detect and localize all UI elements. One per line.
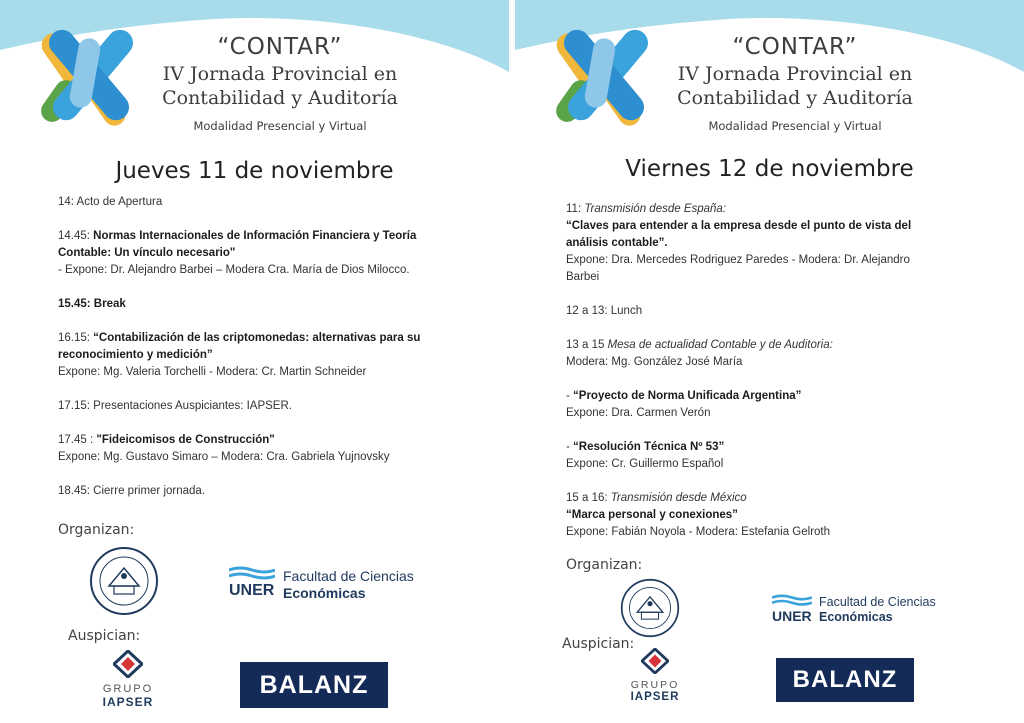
iapser-diamond-icon xyxy=(113,650,143,678)
uner-logo xyxy=(772,594,947,628)
agenda-item xyxy=(58,398,468,415)
agenda-item xyxy=(566,490,996,541)
sponsors-label: Auspician: xyxy=(562,636,635,652)
agenda-dash: - xyxy=(566,390,574,402)
agenda-item xyxy=(58,296,468,313)
agenda-title: Contable: Un vínculo necesario" xyxy=(58,247,236,259)
agenda-speakers: - Expone: Dr. Alejandro Barbei – Modera Cra. María de Dios Milocco. xyxy=(58,264,410,276)
faculty-name xyxy=(283,568,414,602)
agenda-speakers: Expone: Cr. Guillermo Español xyxy=(566,458,724,470)
event-title-line-2: Contabilidad y Auditoría xyxy=(162,87,398,109)
agenda-speakers: Barbei xyxy=(566,271,600,283)
agenda-text: 14: Acto de Apertura xyxy=(58,196,163,208)
agenda-speakers: Expone: Fabián Noyola - Modera: Estefania Gelroth xyxy=(566,526,831,538)
agenda-time: 11: xyxy=(566,203,585,215)
agenda-title: “Contabilización de las criptomonedas: alternativas para su xyxy=(89,332,421,344)
agenda-time: 14.45: xyxy=(58,230,90,242)
iapser-logo xyxy=(624,648,686,703)
faculty-line-2: Económicas xyxy=(819,610,893,624)
agenda-item xyxy=(566,337,996,371)
iapser-group-text: GRUPO xyxy=(102,683,154,695)
agenda xyxy=(566,201,996,558)
agenda-text: 17.15: Presentaciones Auspiciantes: IAPSER. xyxy=(58,400,292,412)
agenda-title: Normas Internacionales de Información Financiera y Teoría xyxy=(89,230,417,242)
agenda xyxy=(58,194,468,517)
agenda-item xyxy=(566,439,996,473)
agenda-speakers: Expone: Dra. Mercedes Rodriguez Paredes - Modera: Dr. Alejandro xyxy=(566,254,910,266)
agenda-item xyxy=(566,201,996,286)
iapser-logo xyxy=(96,650,160,709)
flyer-day-2 xyxy=(515,0,1024,723)
agenda-item xyxy=(58,483,468,500)
agenda-time: 17.45 : xyxy=(58,434,97,446)
day-heading: Viernes 12 de noviembre xyxy=(625,156,914,182)
agenda-subtitle: Transmisión desde México xyxy=(610,492,747,504)
faculty-name xyxy=(819,595,936,625)
agenda-subtitle: Mesa de actualidad Contable y de Auditoria: xyxy=(607,339,833,351)
uner-text: UNER xyxy=(229,582,275,599)
faculty-line-2: Económicas xyxy=(283,585,366,601)
uner-text: UNER xyxy=(772,608,812,624)
agenda-item xyxy=(58,228,468,279)
iapser-diamond-icon xyxy=(641,648,669,674)
uner-waves-icon xyxy=(229,566,275,582)
agenda-dash: - xyxy=(566,441,574,453)
agenda-text: 18.45: Cierre primer jornada. xyxy=(58,485,206,497)
iapser-group-text: GRUPO xyxy=(630,679,680,691)
event-title-block xyxy=(150,32,410,133)
balanz-logo: BALANZ xyxy=(240,662,388,708)
agenda-title: “Claves para entender a la empresa desde el punto de vista del xyxy=(566,220,912,232)
agenda-subtitle: Transmisión desde España: xyxy=(584,203,727,215)
iapser-name: IAPSER xyxy=(630,691,680,703)
organizers-label: Organizan: xyxy=(566,557,643,573)
agenda-title: análisis contable”. xyxy=(566,237,668,249)
day-heading: Jueves 11 de noviembre xyxy=(115,158,394,184)
agenda-item xyxy=(58,432,468,466)
sponsors-label: Auspician: xyxy=(68,628,141,644)
agenda-text: 15.45: Break xyxy=(58,298,126,310)
faculty-line-1: Facultad de Ciencias xyxy=(283,568,414,584)
agenda-text: 12 a 13: Lunch xyxy=(566,305,643,317)
agenda-speakers: Expone: Dra. Carmen Verón xyxy=(566,407,711,419)
event-name: “CONTAR” xyxy=(732,34,858,60)
event-title-line-1: IV Jornada Provincial en xyxy=(162,63,398,85)
agenda-item xyxy=(58,194,468,211)
event-title-line-2: Contabilidad y Auditoría xyxy=(677,87,913,109)
agenda-item xyxy=(566,388,996,422)
event-title-line-1: IV Jornada Provincial en xyxy=(677,63,913,85)
agenda-time: 13 a 15 xyxy=(566,339,608,351)
uner-waves-icon xyxy=(772,594,812,608)
agenda-speakers: Expone: Mg. Valeria Torchelli - Modera: Cr. Martin Schneider xyxy=(58,366,367,378)
agenda-title: “Proyecto de Norma Unificada Argentina” xyxy=(573,390,802,402)
contar-x-logo xyxy=(34,20,144,130)
agenda-title: “Resolución Técnica Nº 53” xyxy=(573,441,725,453)
agenda-title: “Marca personal y conexiones” xyxy=(566,509,738,521)
agenda-title: reconocimiento y medición” xyxy=(58,349,213,361)
university-seal-icon xyxy=(620,578,680,638)
event-modality: Modalidad Presencial y Virtual xyxy=(193,119,367,133)
university-seal-icon xyxy=(89,546,159,616)
flyer-day-1 xyxy=(0,0,509,723)
agenda-item xyxy=(58,330,468,381)
event-title-block xyxy=(665,32,925,133)
iapser-name: IAPSER xyxy=(102,695,154,709)
agenda-time: 15 a 16: xyxy=(566,492,611,504)
agenda-title: "Fideicomisos de Construcción" xyxy=(96,434,275,446)
event-name: “CONTAR” xyxy=(217,34,343,60)
agenda-speakers: Expone: Mg. Gustavo Simaro – Modera: Cra. Gabriela Yujnovsky xyxy=(58,451,390,463)
agenda-time: 16.15: xyxy=(58,332,90,344)
faculty-line-1: Facultad de Ciencias xyxy=(819,595,936,609)
contar-x-logo xyxy=(549,20,659,130)
agenda-speakers: Modera: Mg. González José María xyxy=(566,356,743,368)
balanz-logo: BALANZ xyxy=(776,658,914,702)
uner-logo xyxy=(229,566,419,604)
agenda-item xyxy=(566,303,996,320)
event-modality: Modalidad Presencial y Virtual xyxy=(708,119,882,133)
organizers-label: Organizan: xyxy=(58,522,135,538)
